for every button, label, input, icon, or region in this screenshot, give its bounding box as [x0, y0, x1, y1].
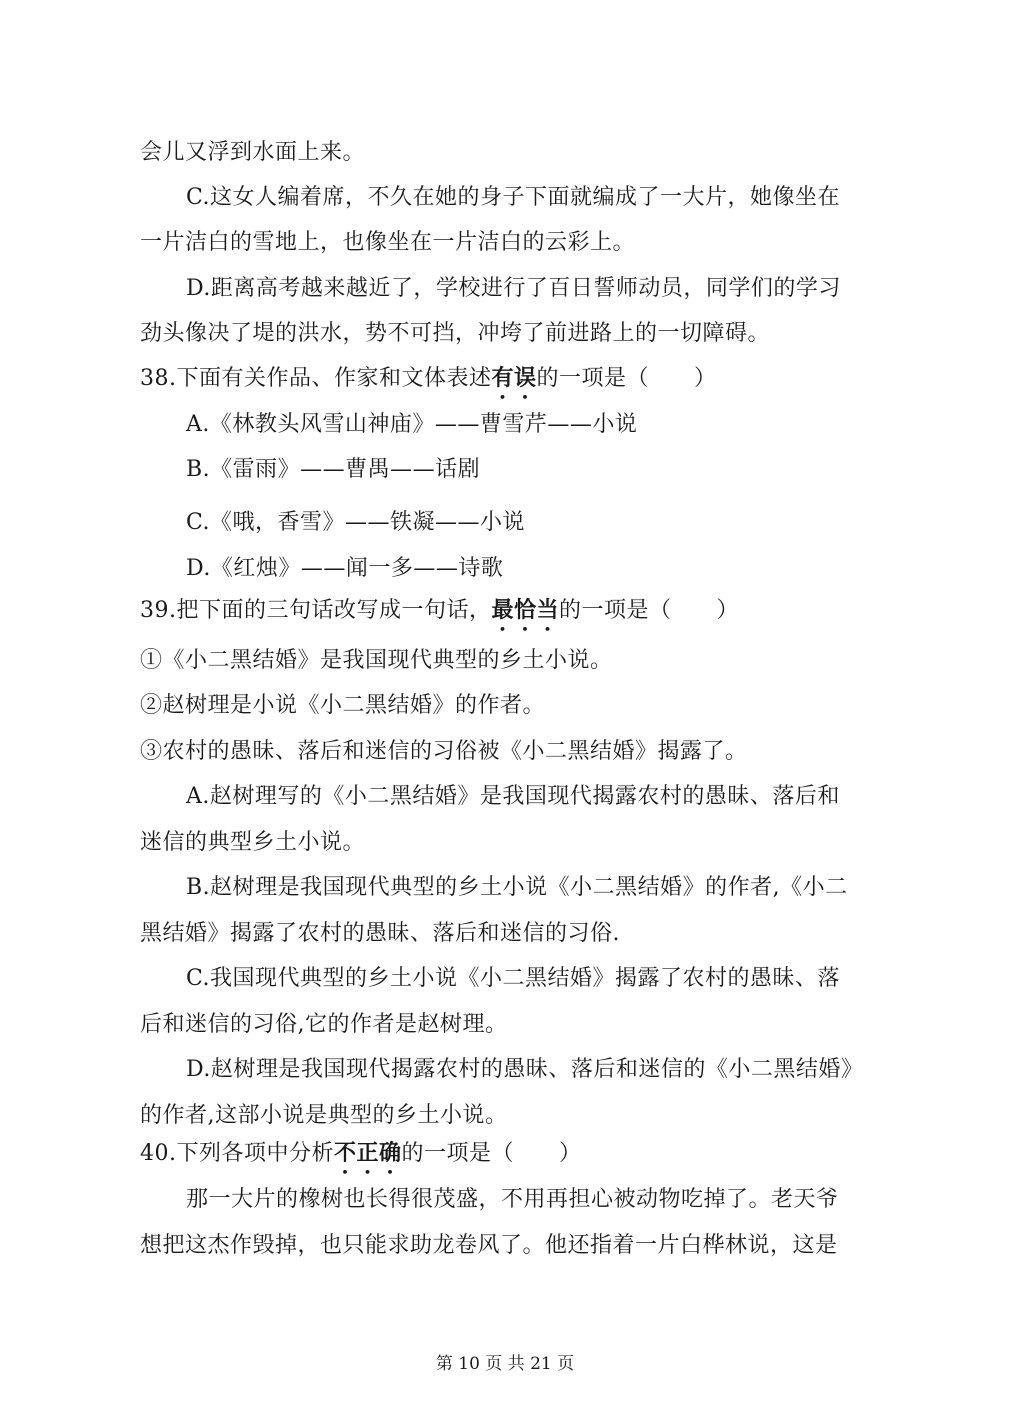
emphasis-text: 不正确: [334, 1141, 402, 1166]
option-d-cont: 的作者,这部小说是典型的乡土小说。: [140, 1103, 508, 1128]
question-38-stem: [140, 364, 880, 404]
stem-text: 的一项是（ ）: [536, 366, 717, 391]
sentence-3: ③农村的愚昧、落后和迷信的习俗被《小二黑结婚》揭露了。: [140, 739, 748, 764]
option-b: B.《雷雨》——曹禺——话剧: [186, 457, 481, 482]
option-c-cont: 后和迷信的习俗,它的作者是赵树理。: [140, 1012, 508, 1037]
option-c: C.《哦，香雪》——铁凝——小说: [186, 510, 526, 535]
option-b: B.赵树理是我国现代典型的乡土小说《小二黑结婚》的作者,《小二: [186, 875, 848, 900]
stem-text: 40.下列各项中分析: [140, 1141, 334, 1166]
option-b-cont: 黑结婚》揭露了农村的愚昧、落后和迷信的习俗.: [140, 921, 620, 946]
option-a-cont: 迷信的典型乡土小说。: [140, 830, 366, 855]
emphasis-text: 最恰当: [491, 598, 560, 623]
option-c: C.我国现代典型的乡土小说《小二黑结婚》揭露了农村的愚昧、落: [186, 966, 841, 991]
page-footer: 第 10 页 共 21 页: [435, 1354, 575, 1374]
option-d: D.赵树理是我国现代揭露农村的愚昧、落后和迷信的《小二黑结婚》: [186, 1057, 864, 1082]
emphasis-text: 有误: [491, 366, 537, 391]
sentence-1: ①《小二黑结婚》是我国现代典型的乡土小说。: [140, 648, 613, 673]
text-line: 一片洁白的雪地上，也像坐在一片洁白的云彩上。: [140, 230, 636, 255]
option-d: D.《红烛》——闻一多——诗歌: [186, 556, 504, 581]
option-a: A.《林教头风雪山神庙》——曹雪芹——小说: [186, 412, 638, 437]
text-line: 会儿又浮到水面上来。: [140, 140, 366, 165]
passage-line: 那一大片的橡树也长得很茂盛，不用再担心被动物吃掉了。老天爷: [186, 1187, 839, 1212]
passage-line: 想把这杰作毁掉，也只能求助龙卷风了。他还指着一片白桦林说，这是: [140, 1233, 838, 1258]
text-line: 劲头像决了堤的洪水，势不可挡，冲垮了前进路上的一切障碍。: [140, 321, 771, 346]
stem-text: 39.把下面的三句话改写成一句话，: [140, 598, 492, 623]
question-39-stem: [140, 596, 880, 636]
question-40-stem: [140, 1139, 880, 1179]
stem-text: 的一项是（ ）: [401, 1141, 582, 1166]
stem-text: 38.下面有关作品、作家和文体表述: [140, 366, 492, 391]
text-line: C.这女人编着席，不久在她的身子下面就编成了一大片，她像坐在: [186, 185, 841, 210]
sentence-2: ②赵树理是小说《小二黑结婚》的作者。: [140, 693, 546, 718]
text-line: D.距离高考越来越近了，学校进行了百日誓师动员，同学们的学习: [186, 276, 841, 301]
stem-text: 的一项是（ ）: [559, 598, 740, 623]
option-a: A.赵树理写的《小二黑结婚》是我国现代揭露农村的愚昧、落后和: [186, 784, 840, 809]
